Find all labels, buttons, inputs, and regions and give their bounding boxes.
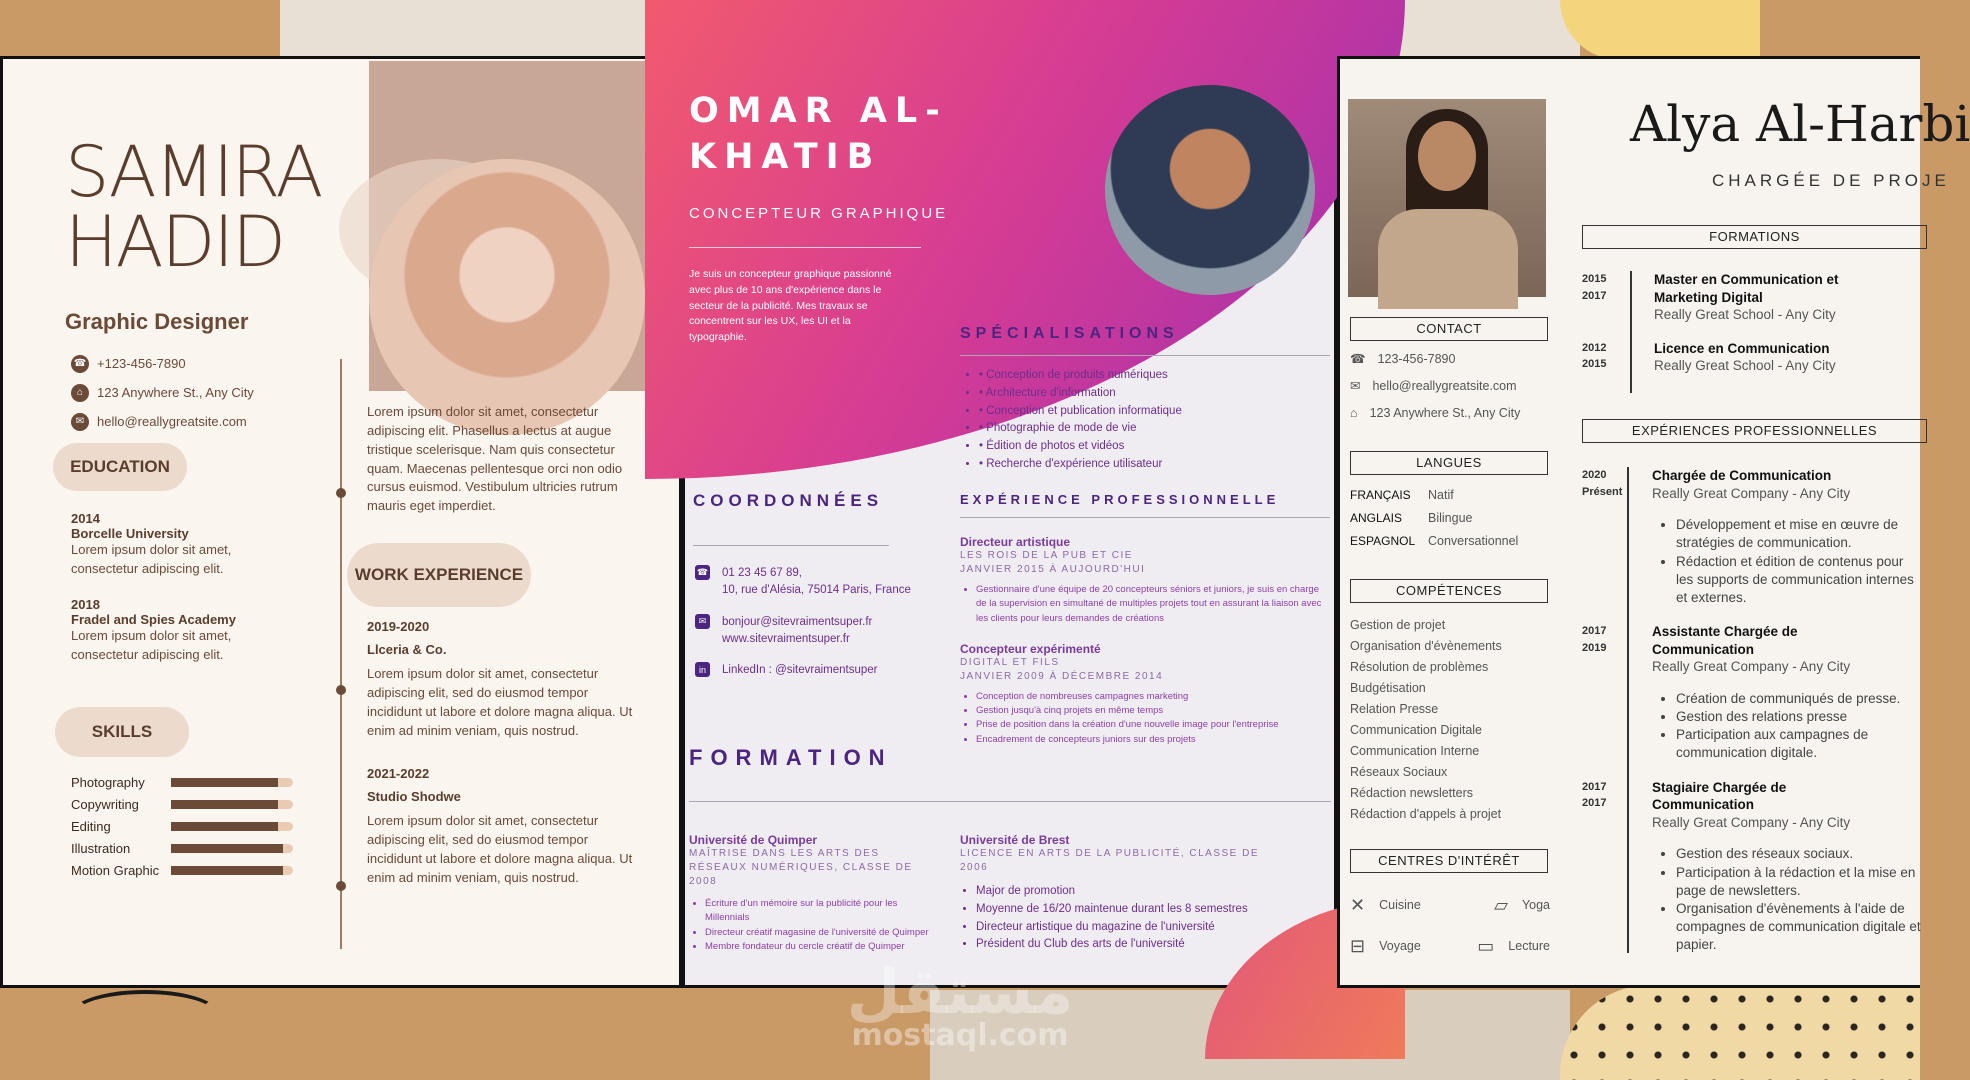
contact-address: ⌂ 123 Anywhere St., Any City (1350, 405, 1550, 432)
contact-email: ✉ bonjour@sitevraimentsuper.fr www.sitevraimentsuper.fr (695, 614, 925, 649)
education-item: 2014 Borcelle University Lorem ipsum dolor sit amet, consectetur adipiscing elit. (71, 511, 232, 576)
list-item: Gestion de projet (1350, 618, 1446, 632)
list-item: • • Architecture d'information (979, 385, 1323, 403)
home-icon: ⌂ (71, 384, 89, 402)
formations-list (1582, 271, 1922, 375)
education-item: Université de Quimper MAÎTRISE DANS LES ARTS DES RÉSEAUX NUMÉRIQUES, CLASSE DE 2008 • Écriture d'un mémoire sur la publicité pour les Millennials • Directeur créatif magasine de l'université de Quimper • Membre fondateur du cercle créatif de Quimper (689, 833, 939, 954)
formation-heading: FORMATION (689, 745, 893, 770)
candidate-name: SAMIRA HADID (65, 131, 322, 283)
work-item: 2019-2020 Llceria & Co. Lorem ipsum dolor sit amet, consectetur adipiscing elit, sed do eiusmod tempor incididunt ut labore et dolore magna aliqua. Ut enim ad minim veniam, quis nostrud. (367, 619, 633, 738)
profile-photo (369, 159, 645, 435)
contact-phone: ☎ +123-456-7890 (71, 349, 254, 378)
specializations-list (963, 367, 1323, 474)
job-item: 2020 Présent Chargée de Communication Really Great Company - Any City • Développement et mise en œuvre de stratégies de communication. • Rédaction et édition de contenus pour les supports de communication internes et externes. (1582, 467, 1922, 607)
experiences-heading: EXPÉRIENCES PROFESSIONNELLES (1582, 419, 1927, 443)
divider (689, 801, 1331, 802)
candidate-name: Alya Al-Harbi (1630, 95, 1970, 153)
job-item: Concepteur expérimenté DIGITAL ET FILS JANVIER 2009 À DÉCEMBRE 2014 • Conception de nombreuses campagnes marketing • Gestion jusqu'à cinq projets en même temps • Prise de position dans la création d'une nouvelle image pour l'entreprise • Encadrement de concepteurs juniors sur des projets (960, 642, 1325, 747)
list-item: Budgétisation (1350, 681, 1426, 695)
skills-heading: SKILLS (55, 707, 189, 757)
intro-text: Lorem ipsum dolor sit amet, consectetur adipiscing elit. Phasellus a lectus at augue tristique scelerisque. Nam quis consectetur quam. Maecenas pellentesque orci non odio cursus euismod. Vestibulum ultricies rutrum mauris eget imperdiet. (367, 404, 623, 514)
contact-linkedin: in LinkedIn : @sitevraimentsuper (695, 662, 925, 679)
divider (689, 247, 921, 248)
list-item: Réseaux Sociaux (1350, 765, 1448, 779)
skills-list (71, 771, 293, 881)
interest-item: ▱ Yoga (1450, 893, 1550, 918)
contact-list (695, 565, 925, 679)
list-item: • • Photographie de mode de vie (979, 420, 1323, 438)
education-item: Université de Brest LICENCE EN ARTS DE LA PUBLICITÉ, CLASSE DE 2006 • Major de promotion • Moyenne de 16/20 maintenue durant les 8 semestres • Directeur artistique du magazine de l'université • Président du Club des arts de l'université (960, 833, 1290, 954)
contact-heading: COORDONNÉES (693, 491, 884, 510)
resume-omar (682, 56, 1337, 988)
interest-item: ⊟ Voyage (1350, 934, 1450, 959)
skills-heading: COMPÉTENCES (1350, 579, 1548, 603)
education-heading: EDUCATION (53, 443, 187, 491)
timeline-dot (336, 881, 346, 891)
list-item: Relation Presse (1350, 702, 1439, 716)
resume-alya (1337, 56, 1970, 988)
contact-phone: ☎ 01 23 45 67 89, 10, rue d'Alésia, 75014 Paris, France (696, 567, 911, 597)
book-icon: ▭ (1477, 936, 1495, 957)
timeline-dot (336, 488, 346, 498)
profile-photo (1105, 85, 1315, 295)
contact-email: ✉ hello@reallygreatsite.com (71, 407, 254, 436)
list-item: • • Conception de produits numériques (979, 367, 1323, 385)
skills-list (1350, 615, 1550, 825)
skill-row: Copywriting (71, 793, 293, 815)
language-row: ANGLAIS Bilingue (1350, 511, 1473, 525)
contact-heading: CONTACT (1350, 317, 1548, 341)
yoga-icon: ▱ (1494, 895, 1508, 915)
profile-photo (1348, 99, 1546, 297)
list-item: Résolution de problèmes (1350, 660, 1489, 674)
mail-icon: ✉ (71, 413, 89, 431)
list-item: Rédaction newsletters (1350, 786, 1473, 800)
work-item: 2021-2022 Studio Shodwe Lorem ipsum dolor sit amet, consectetur adipiscing elit, sed do eiusmod tempor incididunt ut labore et dolore magna aliqua. Ut enim ad minim veniam, quis nostrud. (367, 766, 633, 885)
divider (960, 355, 1330, 356)
yellow-shape (1560, 0, 1760, 60)
list-item: Organisation d'évènements (1350, 639, 1502, 653)
job-item: 2017 2017 Stagiaire Chargée de Communication Really Great Company - Any City • Gestion des réseaux sociaux. • Participation à la rédaction et la mise en page de newsletters. • Organisation d'évènements à l'aide de compagnes de communication digitale et papier. (1582, 779, 1922, 955)
work-heading: WORK EXPERIENCE (347, 543, 531, 607)
phone-icon: ☎ (695, 565, 710, 580)
work-list (367, 619, 637, 888)
specializations-heading: SPÉCIALISATIONS (960, 325, 1179, 342)
list-item: Communication Interne (1350, 744, 1480, 758)
formation-item: 2012 2015 Licence en Communication Really Great School - Any City (1582, 340, 1836, 374)
linkedin-icon: in (695, 662, 710, 677)
skill-row: Illustration (71, 837, 293, 859)
interests-heading: CENTRES D'INTÉRÊT (1350, 849, 1548, 873)
timeline-dot (336, 685, 346, 695)
job-title: CONCEPTEUR GRAPHIQUE (689, 205, 949, 222)
list-item: • • Conception et publication informatique (979, 403, 1323, 421)
languages-list (1350, 487, 1550, 556)
job-item: 2017 2019 Assistante Chargée de Communication Really Great Company - Any City • Création de communiqués de presse. • Gestion des relations presse • Participation aux campagnes de communication digitale. (1582, 623, 1922, 763)
languages-heading: LANGUES (1350, 451, 1548, 475)
swirl-decoration (70, 990, 220, 1040)
interests-list (1350, 893, 1550, 959)
phone-icon: ☎ (71, 355, 89, 373)
watermark-latin: mostaql.com (851, 1018, 1069, 1053)
skill-row: Editing (71, 815, 293, 837)
mail-icon: ✉ (695, 614, 710, 629)
resume-samira (0, 56, 682, 988)
contact-address: ⌂ 123 Anywhere St., Any City (71, 378, 254, 407)
watermark-arabic: مستقل (846, 955, 1074, 1028)
skill-row: Motion Graphic (71, 859, 293, 881)
interest-item: ✕ Cuisine (1350, 893, 1450, 918)
intro-text: Je suis un concepteur graphique passionné avec plus de 10 ans d'expérience dans le secteur de la publicité. Mes travaux se concentrent sur les UX, les UI et la typographie. (689, 268, 892, 343)
experience-list (960, 535, 1325, 747)
list-item: Communication Digitale (1350, 723, 1483, 737)
skill-row: Photography (71, 771, 293, 793)
contact-list (1350, 351, 1550, 432)
dotted-shape (1560, 985, 1920, 1080)
job-title: Graphic Designer (65, 309, 249, 334)
mail-icon: ✉ (1350, 379, 1361, 393)
contact-phone: ☎ 123-456-7890 (1350, 351, 1550, 378)
formation-item: 2015 2017 Master en Communication et Marketing Digital Really Great School - Any City (1582, 272, 1839, 323)
travel-icon: ⊟ (1350, 936, 1366, 957)
list-item: • • Édition de photos et vidéos (979, 438, 1323, 456)
language-row: FRANÇAIS Natif (1350, 488, 1454, 502)
contact-email: ✉ hello@reallygreatsite.com (1350, 378, 1550, 405)
cuisine-icon: ✕ (1350, 895, 1366, 915)
divider (693, 545, 889, 546)
divider (960, 517, 1330, 518)
candidate-name: OMAR AL-KHATIB (689, 91, 948, 177)
list-item: • • Recherche d'expérience utilisateur (979, 456, 1323, 474)
phone-icon: ☎ (1350, 352, 1366, 366)
language-row: ESPAGNOL Conversationnel (1350, 534, 1519, 548)
education-list (71, 511, 301, 664)
job-title: CHARGÉE DE PROJE (1712, 171, 1950, 190)
interest-item: ▭ Lecture (1450, 934, 1550, 959)
experiences-list (1582, 467, 1922, 955)
formations-heading: FORMATIONS (1582, 225, 1927, 249)
contact-list (71, 349, 254, 436)
home-icon: ⌂ (1350, 406, 1358, 420)
education-item: 2018 Fradel and Spies Academy Lorem ipsum dolor sit amet, consectetur adipiscing elit. (71, 596, 236, 662)
job-item: Directeur artistique LES ROIS DE LA PUB ET CIE JANVIER 2015 À AUJOURD'HUI • Gestionnaire d'une équipe de 20 concepteurs séniors et juniors, je suis en charge de la supervision en simultané de multiples projets tout en assurant la liaison avec les clients pour leurs demandes de créations (960, 535, 1325, 626)
timeline-line (340, 359, 342, 949)
experience-heading: EXPÉRIENCE PROFESSIONNELLE (960, 492, 1280, 507)
list-item: Rédaction d'appels à projet (1350, 807, 1502, 821)
